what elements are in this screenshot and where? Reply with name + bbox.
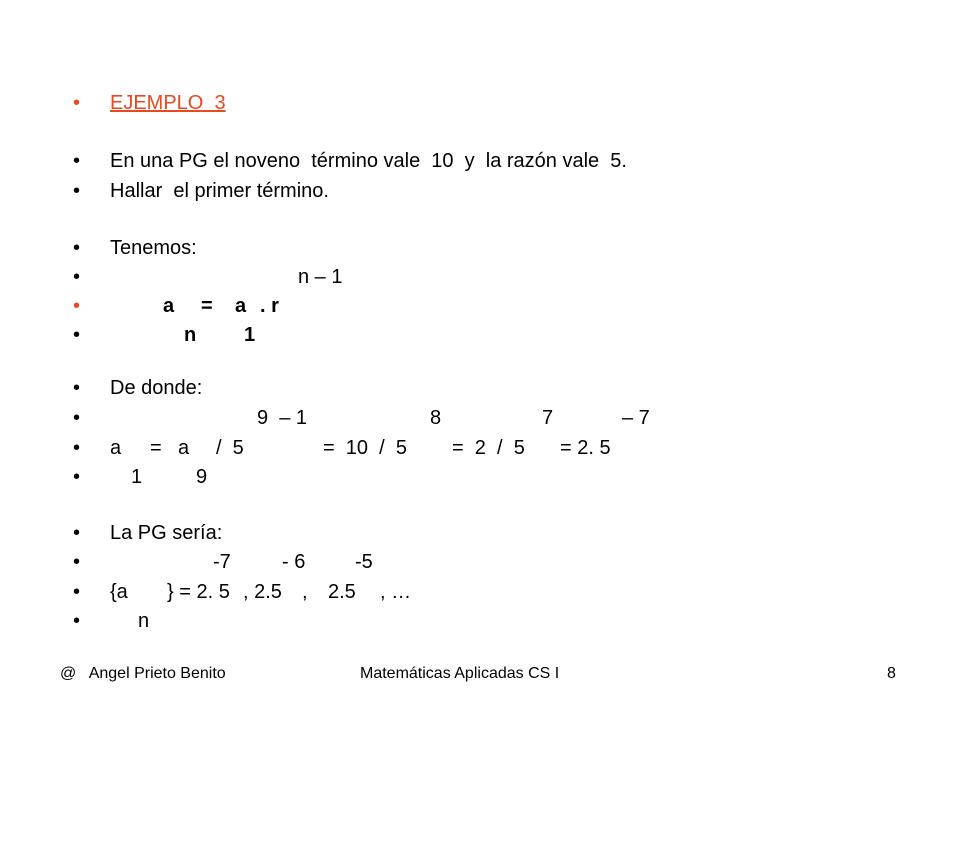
question-line [0,176,329,206]
bullet: • [73,324,81,346]
bullet: • [73,377,81,399]
formula-subscript-1: 1 [244,324,256,346]
sequence-exponent-line [0,547,373,577]
calc-a9: a [178,437,190,459]
tenemos-line [0,233,197,263]
problem-statement-line [0,146,627,176]
bullet: • [73,407,81,429]
bullet: • [73,266,81,288]
formula-an: a [163,295,175,317]
sequence-intro: La PG sería: [110,522,223,544]
calc-subscript-9: 9 [196,466,208,488]
sequence-ellipsis: , … [380,581,412,603]
calc-line [0,433,611,463]
calc-subscript-1: 1 [131,466,143,488]
footer-course: Matemáticas Aplicadas CS I [360,665,560,682]
bullet: • [73,237,81,259]
problem-statement: En una PG el noveno término vale 10 y la razón vale 5. [110,150,627,172]
sequence-term-1: } = 2. 5 [167,581,230,603]
calc-step-2: = 10 / 5 [323,437,407,459]
example-title-line [0,88,226,118]
question-text: Hallar el primer término. [110,180,329,202]
sequence-intro-line [0,518,223,548]
calc-exponent-2: 8 [430,407,442,429]
formula-a1: a [235,295,247,317]
calc-exponent-line [0,403,650,433]
de-donde-label: De donde: [110,377,203,399]
bullet: • [73,92,81,114]
bullet: • [73,581,81,603]
formula-exponent-line [0,262,343,292]
example-title: EJEMPLO 3 [110,92,226,114]
sequence-exponent-1: -7 [213,551,231,573]
calc-exponent-1: 9 – 1 [257,407,308,429]
bullet: • [73,466,81,488]
de-donde-line [0,373,203,403]
formula-equals: = [201,295,213,317]
calc-exponent-4: – 7 [622,407,650,429]
tenemos-label: Tenemos: [110,237,197,259]
bullet: • [73,295,81,317]
formula-r: . r [260,295,279,317]
sequence-subscript-n: n [138,610,150,632]
calc-div-1: / 5 [216,437,244,459]
calc-subscript-line [0,462,208,492]
footer-author: @ Angel Prieto Benito [60,665,226,682]
bullet: • [73,437,81,459]
sequence-line [0,577,412,607]
bullet: • [73,610,81,632]
formula-subscript-line [0,320,256,350]
formula-subscript-n: n [184,324,197,346]
sequence-exponent-3: -5 [355,551,373,573]
bullet: • [73,150,81,172]
calc-equals: = [150,437,162,459]
sequence-exponent-2: - 6 [282,551,306,573]
sequence-subscript-line [0,606,150,636]
formula-exponent: n – 1 [298,266,343,288]
bullet: • [73,551,81,573]
calc-result: = 2. 5 [560,437,611,459]
bullet: • [73,180,81,202]
calc-a1: a [110,437,122,459]
sequence-an: {a [110,581,128,603]
footer-page-number: 8 [887,665,896,682]
sequence-term-3: 2.5 [328,581,356,603]
sequence-comma: , [302,581,308,603]
bullet: • [73,522,81,544]
formula-line [0,291,279,321]
calc-step-3: = 2 / 5 [452,437,525,459]
sequence-term-2: , 2.5 [243,581,282,603]
calc-exponent-3: 7 [542,407,554,429]
